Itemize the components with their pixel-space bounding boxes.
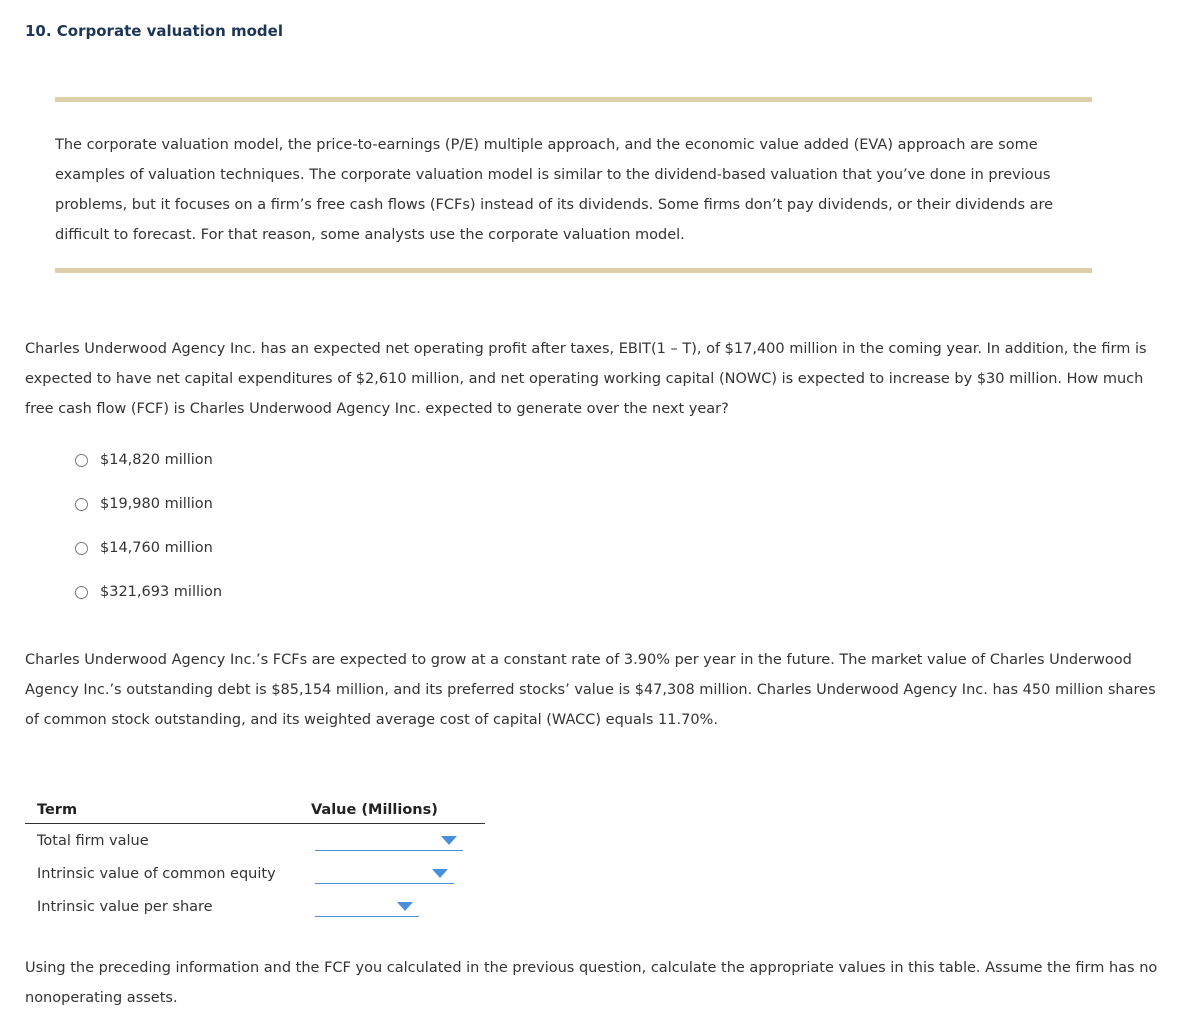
option-3[interactable] [75, 537, 222, 559]
option-label: $14,820 million [100, 452, 213, 468]
total-firm-value-dropdown[interactable] [315, 830, 463, 851]
header-value: Value (Millions) [311, 802, 438, 818]
table-row [25, 890, 485, 923]
dropdown-arrow-icon[interactable] [441, 836, 457, 845]
question-2-text: Charles Underwood Agency Inc.’s FCFs are expected to grow at a constant rate of 3.90% per year in the future. The market value of Charles Underwood Agency Inc.’s outstanding debt is $85,154 million, and its preferred stocks’ value is $47,308 million. Charles Underwood Agency Inc. has 450 million shares of common stock outstanding, and its weighted average cost of capital (WACC) equals 11.70%. [25, 652, 1156, 728]
intrinsic-equity-dropdown[interactable] [315, 863, 454, 884]
table-row [25, 824, 485, 857]
valuation-table [25, 797, 485, 923]
radio-icon[interactable] [75, 498, 88, 511]
question-1-text: Charles Underwood Agency Inc. has an expected net operating profit after taxes, EBIT(1 – T), of $17,400 million in the coming year. In addition, the firm is expected to have net capital expenditures of $2,610 million, and net operating working capital (NOWC) is expected to increase by $30 million. How much free cash flow (FCF) is Charles Underwood Agency Inc. expected to generate over the next year? [25, 341, 1147, 417]
option-2[interactable] [75, 493, 222, 515]
option-4[interactable] [75, 581, 222, 603]
option-label: $19,980 million [100, 496, 213, 512]
page-title: 10. Corporate valuation model [25, 22, 283, 40]
radio-icon[interactable] [75, 586, 88, 599]
dropdown-arrow-icon[interactable] [432, 869, 448, 878]
intro-box [55, 97, 1092, 273]
row-label: Intrinsic value of common equity [37, 865, 276, 882]
instruction-text: Using the preceding information and the FCF you calculated in the previous question, calculate the appropriate values in this table. Assume the firm has no nonoperating assets. [25, 960, 1158, 1006]
option-label: $14,760 million [100, 540, 213, 556]
radio-icon[interactable] [75, 542, 88, 555]
header-term: Term [37, 802, 78, 818]
table-header [25, 797, 485, 824]
dropdown-arrow-icon[interactable] [397, 902, 413, 911]
intrinsic-per-share-dropdown[interactable] [315, 896, 419, 917]
answer-options [75, 449, 222, 625]
option-label: $321,693 million [100, 584, 223, 600]
option-1[interactable] [75, 449, 222, 471]
radio-icon[interactable] [75, 454, 88, 467]
row-label: Total firm value [37, 832, 149, 849]
row-label: Intrinsic value per share [37, 898, 213, 915]
intro-text: The corporate valuation model, the price-to-earnings (P/E) multiple approach, and the economic value added (EVA) approach are some examples of valuation techniques. The corporate valuation model is similar to the dividend-based valuation that you’ve done in previous problems, but it focuses on a firm’s free cash flows (FCFs) instead of its dividends. Some firms don’t pay dividends, or their dividends are difficult to forecast. For that reason, some analysts use the corporate valuation model. [55, 137, 1054, 243]
table-row [25, 857, 485, 890]
